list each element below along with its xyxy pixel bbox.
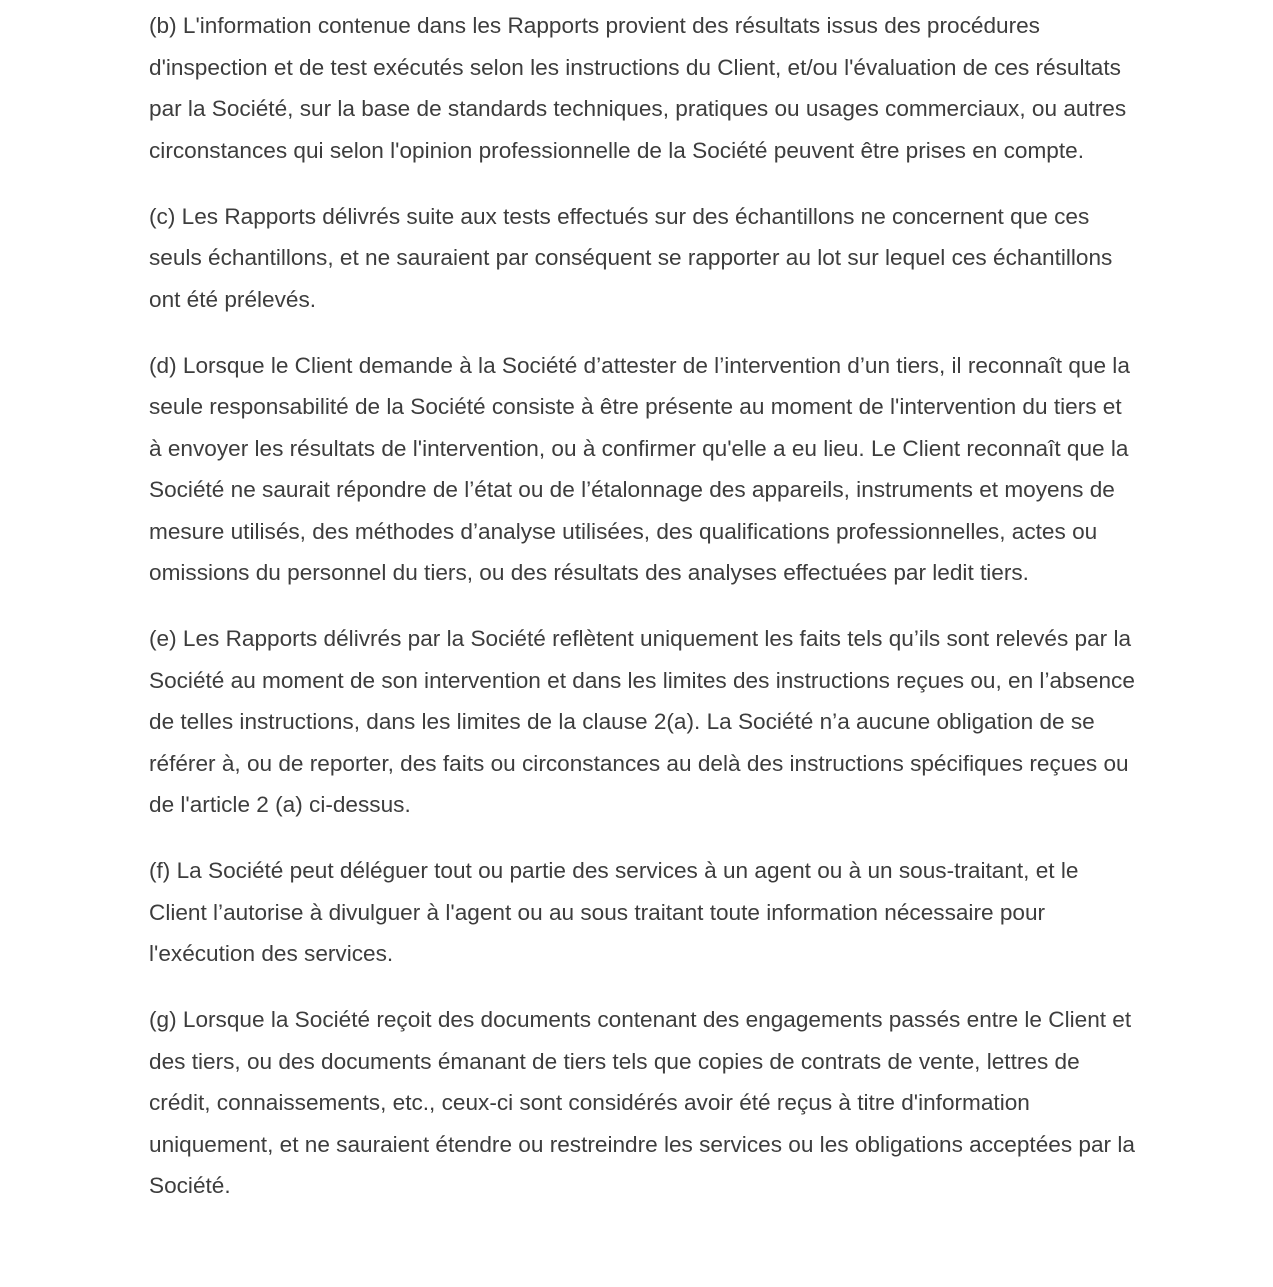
clause-g-paragraph: (g) Lorsque la Société reçoit des documents contenant des engagements passés entre le Client et des tiers, ou des documents émanant de tiers tels que copies de contrats de vente, lettres de crédit, connaissements, etc., ceux-ci sont considérés avoir été reçus à titre d'information uniquement, et ne sauraient étendre ou restreindre les services ou les obligations acceptées par la Société. [149, 1007, 1135, 1198]
clause-b-paragraph: (b) L'information contenue dans les Rapports provient des résultats issus des procédures d'inspection et de test exécutés selon les instructions du Client, et/ou l'évaluation de ces résultats par la Société, sur la base de standards techniques, pratiques ou usages commerciaux, ou autres circonstances qui selon l'opinion professionnelle de la Société peuvent être prises en compte. [149, 13, 1127, 163]
clause-f-paragraph: (f) La Société peut déléguer tout ou partie des services à un agent ou à un sous-traitant, et le Client l’autorise à divulguer à l'agent ou au sous traitant toute information nécessaire pour l'exécution des services. [149, 858, 1079, 966]
clause-e-paragraph: (e) Les Rapports délivrés par la Société reflètent uniquement les faits tels qu’ils sont relevés par la Société au moment de son intervention et dans les limites des instructions reçues ou, en l’absence de telles instructions, dans les limites de la clause 2(a). La Société n’a aucune obligation de se référer à, ou de reporter, des faits ou circonstances au delà des instructions spécifiques reçues ou de l'article 2 (a) ci-dessus. [149, 626, 1135, 817]
clause-c-paragraph: (c) Les Rapports délivrés suite aux tests effectués sur des échantillons ne concernent que ces seuls échantillons, et ne sauraient par conséquent se rapporter au lot sur lequel ces échantillons ont été prélevés. [149, 203, 1113, 312]
document-body [149, 5, 1139, 1231]
clause-d-paragraph: (d) Lorsque le Client demande à la Société d’attester de l’intervention d’un tiers, il reconnaît que la seule responsabilité de la Société consiste à être présente au moment de l'intervention du tiers et à envoyer les résultats de l'intervention, ou à confirmer qu'elle a eu lieu. Le Client reconnaît que la Société ne saurait répondre de l’état ou de l’étalonnage des appareils, instruments et moyens de mesure utilisés, des méthodes d’analyse utilisées, des qualifications professionnelles, actes ou omissions du personnel du tiers, ou des résultats des analyses effectuées par ledit tiers. [149, 352, 1130, 585]
